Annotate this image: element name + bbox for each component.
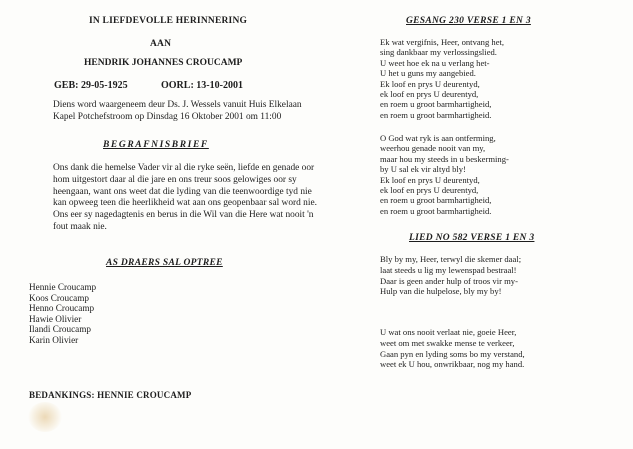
verse-line: en roem u groot barmhartigheid.: [380, 205, 492, 216]
verse-line: U weet hoe ek na u verlang het-: [380, 57, 490, 68]
song-heading: LIED NO 582 VERSE 1 EN 3: [409, 233, 535, 243]
song-verse-3: [380, 327, 525, 370]
verse-line: U wat ons nooit verlaat nie, goeie Heer,: [380, 327, 517, 337]
paragraph-line: kan opweeg teen die heerlikheid wat aan ons geopenbaar sal word nie.: [53, 198, 317, 209]
verse-line: laat steeds u lig my lewenspad bestraal!: [380, 264, 517, 275]
paragraph-line: fout maak nie.: [53, 221, 107, 232]
paragraph-line: Ons eer sy nagedagtenis en berus in die Wil van die Here wat nooit 'n: [53, 210, 314, 221]
verse-line: by U sal ek vir altyd bly!: [380, 164, 466, 175]
hymn-heading: GESANG 230 VERSE 1 EN 3: [406, 16, 531, 26]
bearer-name: Koos Croucamp: [29, 292, 89, 303]
verse-line: Bly by my, Heer, terwyl die skemer daal;: [380, 254, 522, 264]
bearer-name: Hennie Croucamp: [29, 282, 97, 292]
hymn-verse-3: [380, 133, 509, 216]
memorial-heading: IN LIEFDEVOLLE HERINNERING: [89, 16, 248, 26]
bearer-name: Ilandi Croucamp: [29, 324, 91, 335]
verse-line: Ek wat vergifnis, Heer, ontvang het,: [380, 37, 505, 47]
verse-line: Daar is geen ander hulp of troos vir my-: [380, 275, 518, 286]
verse-line: ek loof en prys U deurentyd,: [380, 185, 479, 196]
song-verse-1: [380, 254, 521, 297]
paragraph-line: heengaan, want ons weet dat die lyding van die teenwoordige tyd nie: [53, 186, 312, 197]
service-details: [53, 100, 302, 124]
verse-line: maar hou my steeds in u beskerming-: [380, 153, 509, 164]
verse-line: Ek loof en prys U deurentyd,: [380, 174, 480, 185]
thanksgiving-line: BEDANKINGS: HENNIE CROUCAMP: [29, 390, 192, 400]
verse-line: en roem u groot barmhartigheid.: [380, 109, 492, 120]
burial-heading: BEGRAFNISBRIEF: [103, 140, 209, 150]
verse-line: weerhou genade nooit van my,: [380, 143, 486, 154]
bearer-name: Karin Olivier: [29, 334, 79, 345]
verse-line: en roem u groot barmhartigheid,: [380, 195, 492, 206]
deceased-name: HENDRIK JOHANNES CROUCAMP: [84, 58, 243, 68]
verse-line: weet ek U hou, onwrikbaar, nog my hand.: [380, 359, 525, 370]
service-line: Kapel Potchefstroom op Dinsdag 16 Oktober 2001 om 11:00: [53, 111, 282, 122]
thanks-paragraph: [53, 163, 317, 234]
bearer-name: Henno Croucamp: [29, 303, 95, 314]
death-date: OORL: 13-10-2001: [161, 80, 243, 91]
hymn-verse-1: [380, 37, 504, 120]
bearers-list: [29, 282, 96, 346]
bearer-name: Hawie Olivier: [29, 313, 82, 324]
verse-line: U het u guns my aangebied.: [380, 68, 476, 79]
verse-line: ek loof en prys U deurentyd,: [380, 89, 479, 100]
verse-line: Gaan pyn en lyding soms bo my verstand,: [380, 348, 525, 359]
paragraph-line: hom uitgestort daar al die jare en ons treur soos gelowiges oor sy: [53, 174, 297, 185]
bearers-heading: AS DRAERS SAL OPTREE: [106, 258, 223, 268]
aan-label: AAN: [150, 39, 172, 49]
birth-date: GEB: 29-05-1925: [54, 80, 128, 91]
verse-line: weet om met swakke mense te verkeer,: [380, 337, 515, 348]
service-line: Diens word waargeneem deur Ds. J. Wessels vanuit Huis Elkelaan: [53, 100, 302, 110]
verse-line: en roem u groot barmhartigheid,: [380, 99, 492, 110]
verse-line: Hulp van die hulpelose, bly my by!: [380, 286, 502, 297]
verse-line: O God wat ryk is aan ontferming,: [380, 133, 496, 143]
verse-line: sing dankbaar my verlossingslied.: [380, 47, 497, 58]
paragraph-line: Ons dank die hemelse Vader vir al die ryke seën, liefde en genade oor: [53, 163, 315, 173]
verse-line: Ek loof en prys U deurentyd,: [380, 78, 480, 89]
paper-stain: [28, 402, 62, 432]
